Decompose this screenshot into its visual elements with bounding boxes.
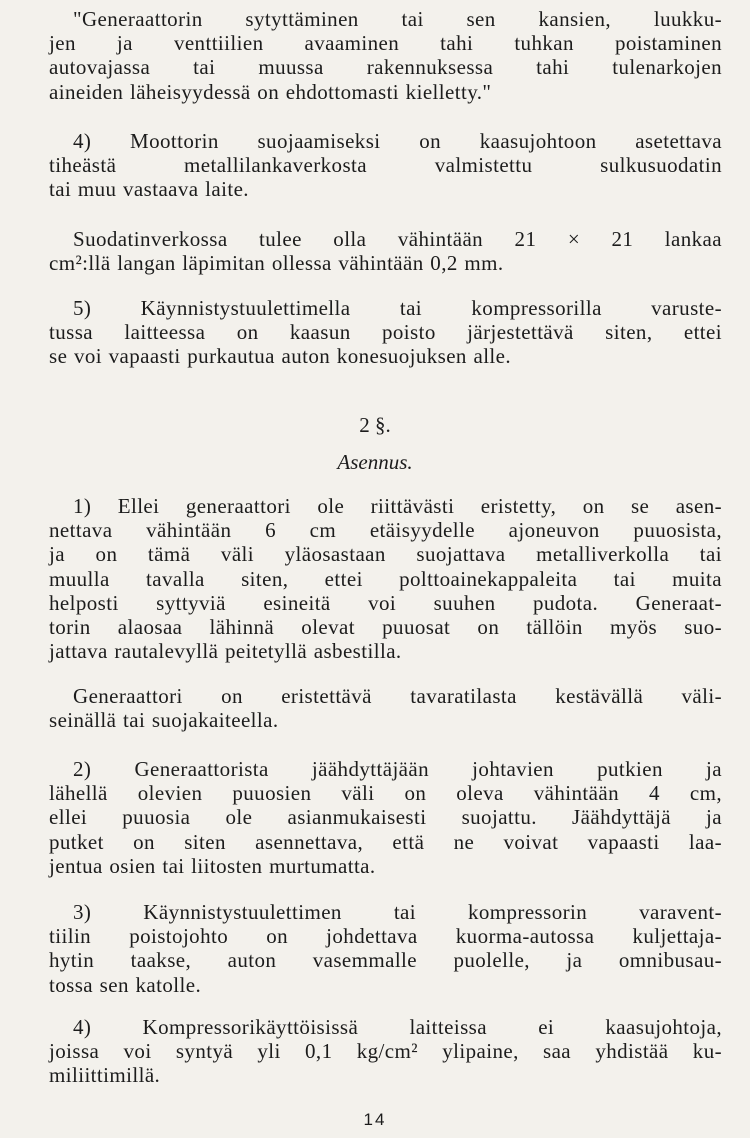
- paragraph-install-item-2: [49, 757, 722, 878]
- text-line: torin alaosaa lähinnä olevat puuosat on tällöin myös suo-: [49, 615, 722, 640]
- paragraph-install-item-4: [49, 1015, 722, 1088]
- paragraph-install-generator-isolation: [49, 684, 722, 732]
- text-line: nettava vähintään 6 cm etäisyydelle ajoneuvon puuosista,: [49, 518, 722, 543]
- text-line: miliittimillä.: [49, 1063, 161, 1088]
- text-line: seinällä tai suojakaiteella.: [49, 708, 279, 733]
- text-line: muulla tavalla siten, ettei polttoainekappaleita tai muita: [49, 566, 722, 591]
- text-line: Suodatinverkossa tulee olla vähintään 21 × 21 lankaa: [73, 227, 722, 251]
- text-line: 3) Käynnistystuulettimen tai kompressorin varavent-: [73, 900, 722, 924]
- paragraph-item-4-engine-protection: [49, 129, 722, 202]
- paragraph-item-5-gas-exhaust: [49, 296, 722, 369]
- text-line: cm²:llä langan läpimitan ollessa vähintään 0,2 mm.: [49, 251, 504, 276]
- text-line: 4) Moottorin suojaamiseksi on kaasujohtoon asetettava: [73, 129, 722, 153]
- text-line: jen ja venttiilien avaaminen tahi tuhkan poistaminen: [49, 31, 722, 56]
- text-line: putket on siten asennettava, että ne voivat vapaasti laa-: [49, 829, 722, 854]
- text-line: joissa voi syntyä yli 0,1 kg/cm² ylipaine, saa yhdistää ku-: [49, 1039, 722, 1064]
- text-line: jattava rautalevyllä peitetyllä asbestilla.: [49, 639, 402, 664]
- text-line: aineiden läheisyydessä on ehdottomasti kielletty.": [49, 79, 492, 104]
- text-line: "Generaattorin sytyttäminen tai sen kansien, luukku-: [73, 7, 722, 31]
- text-line: tossa sen katolle.: [49, 972, 202, 997]
- text-line: helposti syttyviä esineitä voi suuhen pudota. Generaat-: [49, 590, 722, 615]
- text-line: tiilin poistojohto on johdettava kuorma-autossa kuljettaja-: [49, 924, 722, 949]
- text-line: tiheästä metallilankaverkosta valmistettu sulkusuodatin: [49, 153, 722, 178]
- text-line: ja on tämä väli yläosastaan suojattava metalliverkolla tai: [49, 542, 722, 567]
- text-line: jentua osien tai liitosten murtumatta.: [49, 853, 376, 878]
- text-line: lähellä olevien puuosien väli on oleva vähintään 4 cm,: [49, 781, 722, 806]
- paragraph-install-item-3: [49, 900, 722, 997]
- text-line: autovajassa tai muussa rakennuksessa tahi tulenarkojen: [49, 55, 722, 80]
- paragraph-filter-mesh-spec: [49, 227, 722, 275]
- text-line: se voi vapaasti purkautua auton konesuojuksen alle.: [49, 344, 512, 369]
- section-title: Asennus.: [337, 450, 413, 474]
- text-line: tussa laitteessa on kaasun poisto järjestettävä siten, ettei: [49, 320, 722, 345]
- text-line: ellei puuosia ole asianmukaisesti suojattu. Jäähdyttäjä ja: [49, 805, 722, 830]
- paragraph-install-item-1: [49, 494, 722, 663]
- text-line: tai muu vastaava laite.: [49, 177, 249, 202]
- page-number: 14: [363, 1110, 387, 1129]
- section-number: 2 §.: [359, 413, 391, 437]
- text-line: hytin taakse, auton vasemmalle puolelle, ja omnibusau-: [49, 948, 722, 973]
- text-line: 5) Käynnistystuulettimella tai kompressorilla varuste-: [73, 296, 722, 320]
- text-line: Generaattori on eristettävä tavaratilasta kestävällä väli-: [73, 684, 722, 708]
- text-line: 2) Generaattorista jäähdyttäjään johtavien putkien ja: [73, 757, 722, 781]
- text-line: 1) Ellei generaattori ole riittävästi eristetty, on se asen-: [73, 494, 722, 518]
- paragraph-quote-generator-ignition: [49, 7, 722, 104]
- text-line: 4) Kompressorikäyttöisissä laitteissa ei kaasujohtoja,: [73, 1015, 722, 1039]
